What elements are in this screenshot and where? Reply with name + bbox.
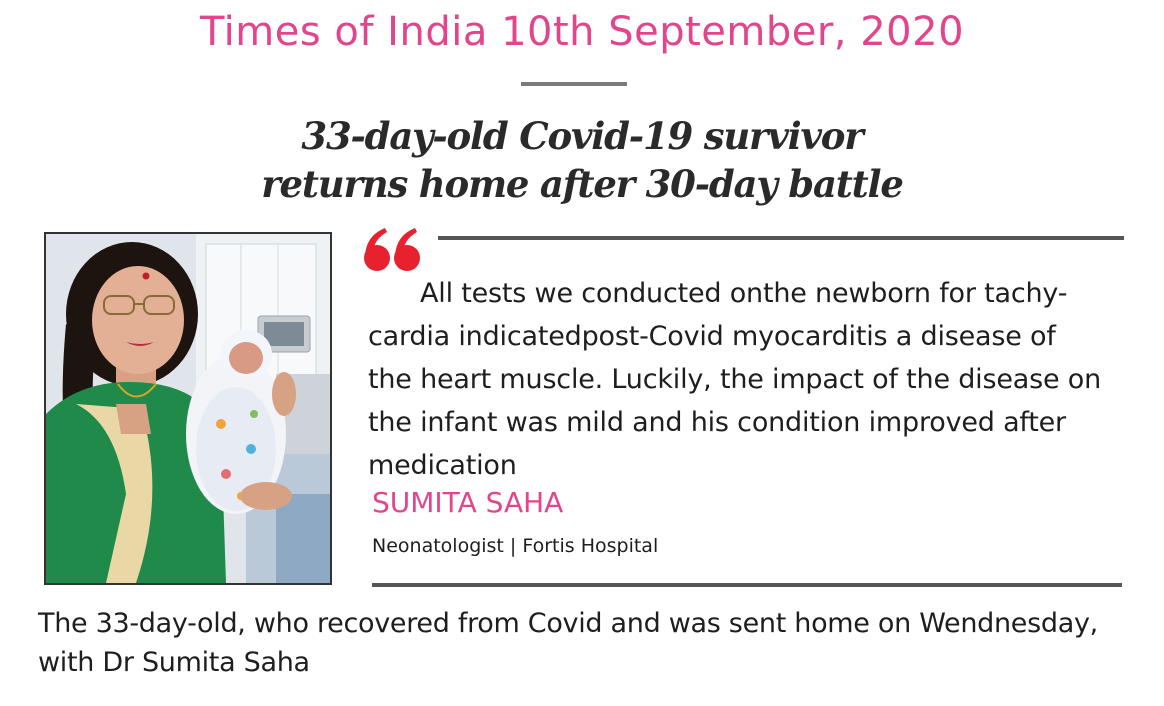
title-divider (521, 82, 627, 86)
headline-line-1: 33-day-old Covid-19 survivor (301, 114, 863, 158)
caption-line-2: with Dr Sumita Saha (38, 647, 310, 678)
quote-author-role: Neonatologist | Fortis Hospital (372, 535, 659, 557)
quote-author-name: SUMITA SAHA (372, 486, 564, 519)
quote-bottom-divider (372, 583, 1122, 587)
source-title: Times of India 10th September, 2020 (199, 9, 965, 55)
quote-top-divider (438, 236, 1124, 240)
photo-illustration (46, 234, 330, 583)
caption-line-1: The 33-day-old, who recovered from Covid and was sent home on Wendnesday, (38, 608, 1098, 639)
headline-line-2: returns home after 30-day battle (261, 162, 903, 206)
article-photo (44, 232, 332, 585)
quote-line-1: All tests we conducted onthe newborn for tachy- (420, 278, 1068, 309)
quote-text (368, 272, 1148, 487)
quote-icon (363, 224, 425, 276)
quote-line-5: medication (368, 450, 517, 481)
quote-line-4: the infant was mild and his condition improved after (368, 407, 1066, 438)
quote-line-3: the heart muscle. Luckily, the impact of the disease on (368, 364, 1101, 395)
article-headline (0, 112, 1164, 208)
photo-caption (38, 604, 1148, 682)
quote-line-2: cardia indicatedpost-Covid myocarditis a disease of (368, 321, 1056, 352)
